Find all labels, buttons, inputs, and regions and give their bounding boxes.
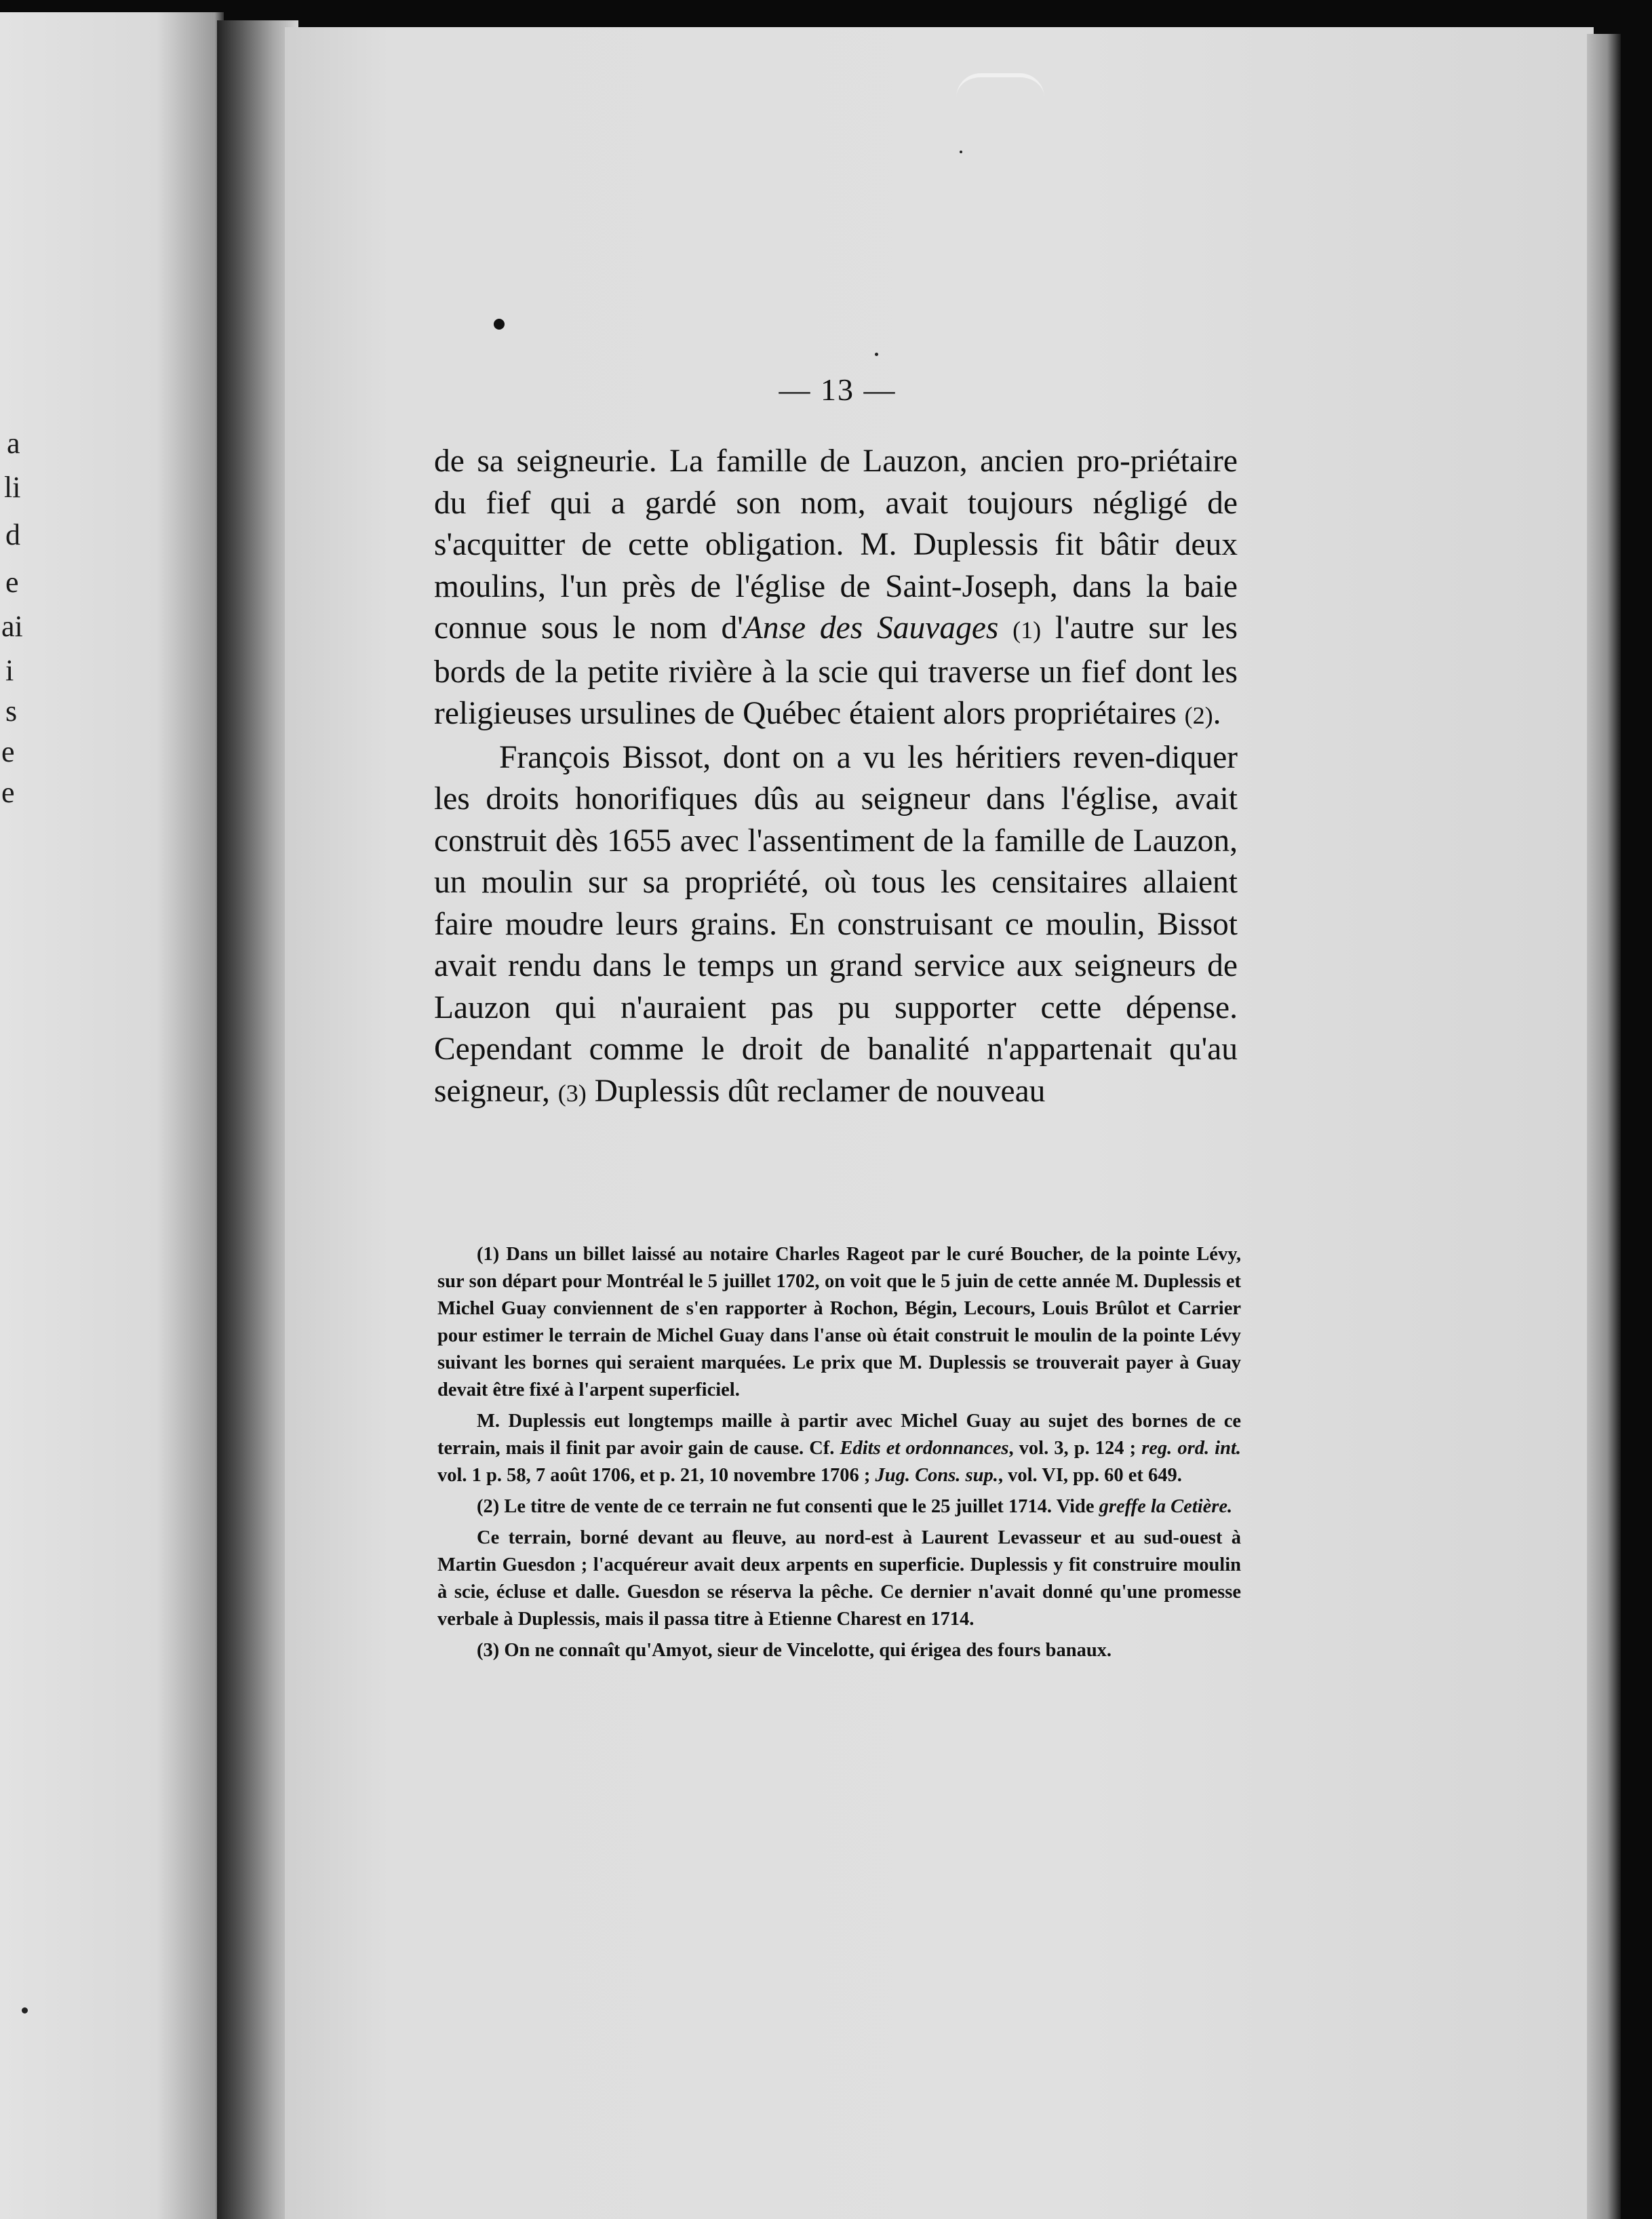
left-facing-page xyxy=(0,12,224,2219)
emphasis: Anse des Sauvages xyxy=(743,610,999,646)
left-page-fragment: i xyxy=(5,654,14,687)
left-page-fragment: e xyxy=(1,776,15,809)
scan-speck xyxy=(875,353,878,356)
book-page xyxy=(285,27,1594,2219)
footnote-1: (1) Dans un billet laissé au notaire Charles Rageot par le curé Boucher, de la pointe Lévy, sur son départ pour Montréal le 5 juillet 1702, on voit que le 5 juin de cette année M. Duplessis et Michel Guay conviennent de s'en rapporter à Rochon, Bégin, Lecours, Louis Brûlot et Carrier pour estimer le terrain de Michel Guay dans l'anse où était construit le moulin de la pointe Lévy suivant les bornes qui seraient marquées. Le prix que M. Duplessis se trouverait payer à Guay devait être fixé à l'arpent superficiel. xyxy=(437,1244,1241,1400)
footnote-2-continued: Ce terrain, borné devant au fleuve, au nord-est à Laurent Levasseur et au sud-ouest à Martin Guesdon ; l'acquéreur avait deux arpents en superficie. Duplessis y fit construire moulin à scie, écluse et dalle. Guesdon se réserva la pêche. Ce dernier n'avait donné qu'une promesse verbale à Duplessis, mais il passa titre à Etienne Charest en 1714. xyxy=(437,1527,1241,1630)
ink-dot xyxy=(494,319,505,330)
left-page-fragment: ai xyxy=(1,610,23,643)
left-page-fragment: s xyxy=(5,694,18,728)
paragraph-1: de sa seigneurie. La famille de Lauzon, ancien pro-priétaire du fief qui a gardé son nom, avait toujours négligé de s'acquitter de cette obligation. M. Duplessis fit bâtir deux moulins, l'un près de l'église de Saint-Joseph, dans la baie connue sous le nom d'Anse des Sauvages (1) l'autre sur les bords de la petite rivière à la scie qui traverse un fief dont les religieuses ursulines de Québec étaient alors propriétaires (2). xyxy=(434,444,1238,731)
left-page-fragment: e xyxy=(1,735,15,768)
left-page-fragment: li xyxy=(4,471,21,504)
footnote-ref-1: (1) xyxy=(1012,616,1042,644)
scan-speck xyxy=(960,151,962,153)
paragraph-2: François Bissot, dont on a vu les héritiers reven-diquer les droits honorifiques dûs au seigneur dans l'église, avait construit dès 1655 avec l'assentiment de la famille de Lauzon, un moulin sur sa propriété, où tous les censitaires allaient faire moudre leurs grains. En construisant ce moulin, Bissot avait rendu dans le temps un grand service aux seigneurs de Lauzon qui n'auraient pas pu supporter cette dépense. Cependant comme le droit de banalité n'appartenait qu'au seigneur, (3) Duplessis dût reclamer de nouveau xyxy=(434,739,1238,1109)
page-edge-shadow xyxy=(1587,34,1621,2219)
footnote-1-continued: M. Duplessis eut longtemps maille à partir avec Michel Guay au sujet des bornes de ce terrain, mais il finit par avoir gain de cause. Cf. Edits et ordonnances, vol. 3, p. 124 ; reg. ord. int. vol. 1 p. 58, 7 août 1706, et p. 21, 10 novembre 1706 ; Jug. Cons. sup., vol. VI, pp. 60 et 649. xyxy=(437,1411,1241,1486)
footnote-ref-2: (2) xyxy=(1184,702,1213,729)
footnotes xyxy=(437,1241,1241,1664)
footnote-2: (2) Le titre de vente de ce terrain ne fut consenti que le 25 juillet 1714. Vide greffe la Cetière. xyxy=(477,1496,1233,1517)
left-page-fragment: d xyxy=(5,518,20,551)
left-page-fragment: a xyxy=(7,427,20,460)
body-text xyxy=(434,441,1238,1114)
scan-speck xyxy=(22,2007,28,2014)
scan-smudge xyxy=(956,73,1044,98)
footnote-ref-3: (3) xyxy=(557,1079,587,1107)
page-number: — 13 — xyxy=(779,372,897,407)
left-page-fragment: e xyxy=(5,566,19,599)
footnote-3: (3) On ne connaît qu'Amyot, sieur de Vincelotte, qui érigea des fours banaux. xyxy=(477,1640,1112,1661)
